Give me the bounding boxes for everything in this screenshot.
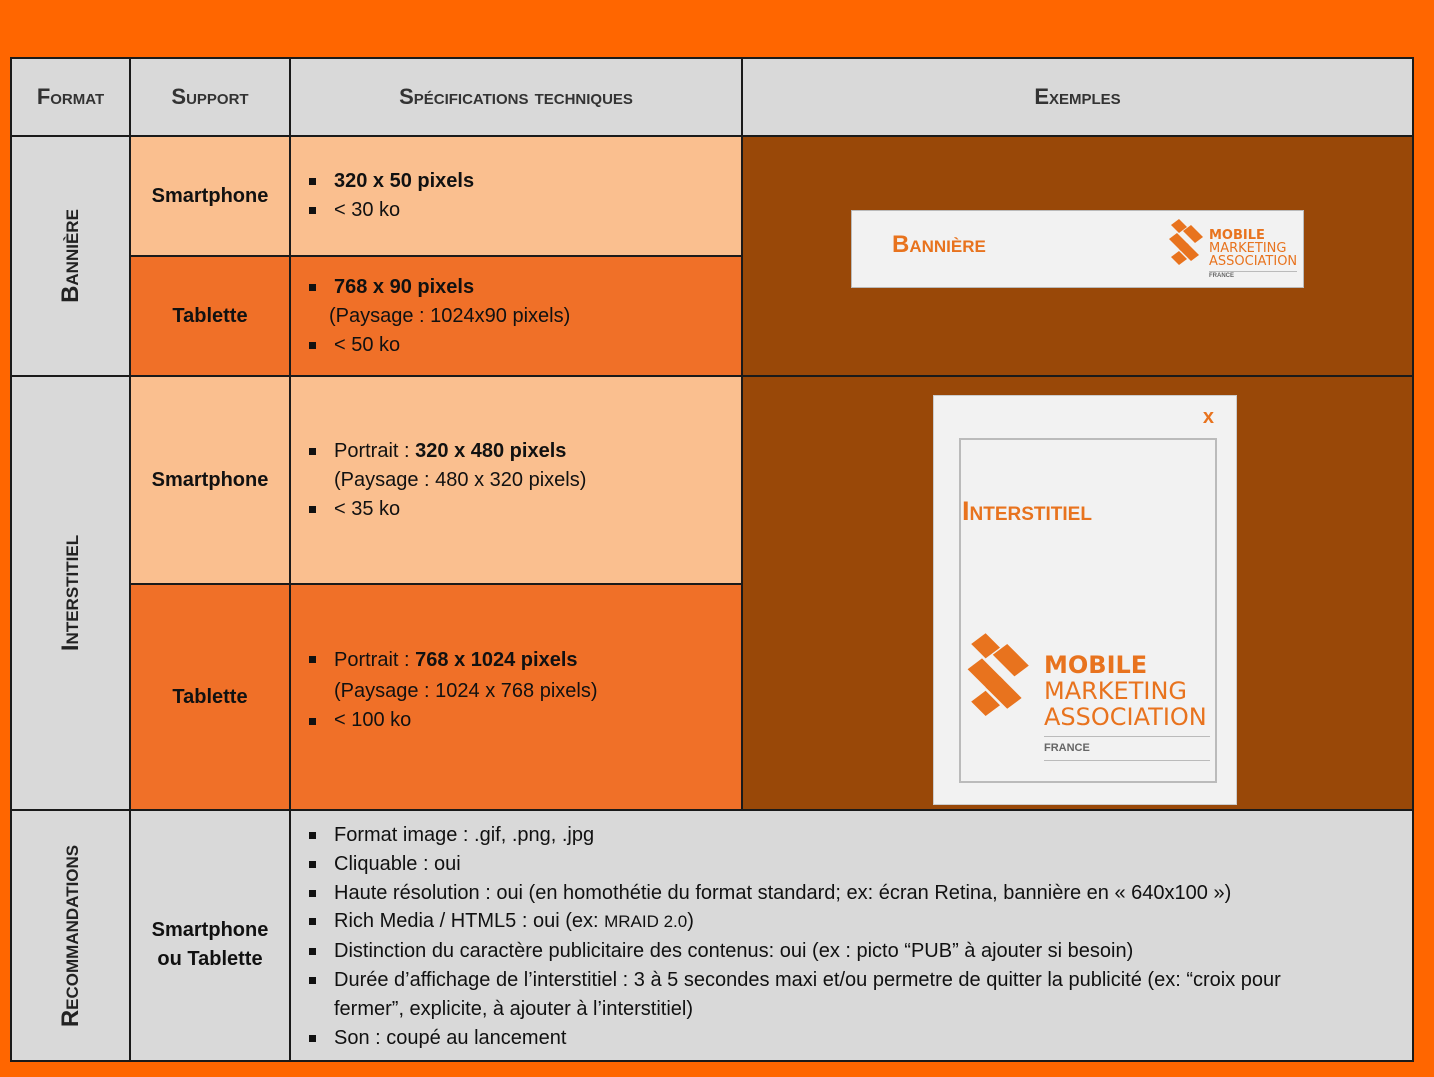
interstitiel-preview xyxy=(933,395,1237,805)
example-banniere xyxy=(743,137,1412,375)
recommendation-item xyxy=(309,907,1412,937)
support-label-line1: Smartphone xyxy=(151,918,269,941)
interstitiel-title: Interstitiel xyxy=(962,496,1092,526)
close-icon: x xyxy=(1202,406,1214,428)
spec-dimension: 768 x 1024 pixels xyxy=(415,649,578,671)
specs-recommandations xyxy=(291,811,1412,1060)
recommendation-item xyxy=(309,966,1412,1024)
spec-item xyxy=(309,437,741,466)
header-format-label: Format xyxy=(36,84,105,109)
spec-dimension: 320 x 480 pixels xyxy=(415,439,567,462)
mma-logo-line4: FRANCE xyxy=(1209,273,1234,279)
mma-logo-icon xyxy=(964,632,1036,728)
spec-prefix: Portrait : xyxy=(334,439,416,462)
spec-item xyxy=(309,273,741,302)
header-support xyxy=(131,59,289,135)
format-banniere-label: Bannière xyxy=(56,209,84,303)
support-label: Tablette xyxy=(172,304,248,327)
interstitiel-frame xyxy=(959,438,1217,783)
header-specs-label: Spécifications techniques xyxy=(399,84,633,109)
mma-logo-line4: FRANCE xyxy=(1044,742,1090,754)
spec-prefix: Portrait : xyxy=(334,649,416,671)
support-label: Tablette xyxy=(172,685,248,708)
spec-item xyxy=(309,167,741,196)
header-specs xyxy=(291,59,741,135)
rich-media-mraid: MRAID 2.0 xyxy=(604,912,688,932)
recommendation-item: Son : coupé au lancement xyxy=(309,1024,1412,1053)
spec-subitem: (Paysage : 1024x90 pixels) xyxy=(329,304,571,327)
header-examples xyxy=(743,59,1412,135)
recommendation-item: Distinction du caractère publicitaire des contenus: oui (ex : picto “PUB” à ajouter si besoin) xyxy=(309,937,1412,966)
specs-interstitiel-tablette xyxy=(291,585,741,809)
duree-line2: fermer”, explicite, à ajouter à l’interstitiel) xyxy=(334,997,694,1020)
mma-logo-line2: MARKETING xyxy=(1209,241,1287,256)
recommendation-item: Cliquable : oui xyxy=(309,850,1412,879)
header-support-label: Support xyxy=(171,84,249,109)
rich-media-prefix: Rich Media / HTML5 : oui (ex: xyxy=(334,910,605,933)
mma-logo-line3: ASSOCIATION xyxy=(1044,703,1207,731)
mma-logo-line1: MOBILE xyxy=(1209,228,1265,243)
support-banniere-smartphone xyxy=(131,137,289,255)
header-examples-label: Exemples xyxy=(1034,84,1121,109)
banner-title: Bannière xyxy=(892,231,986,258)
format-banniere xyxy=(12,137,129,375)
duree-line1: Durée d’affichage de l’interstitiel : 3 à 5 secondes maxi et/ou permetre de quitter la publicité (ex: “croix pour xyxy=(334,968,1281,991)
spec-item xyxy=(309,645,741,676)
support-label-line2: ou Tablette xyxy=(157,947,263,970)
recommendation-item: Format image : .gif, .png, .jpg xyxy=(309,821,1412,850)
banner-preview xyxy=(851,210,1304,288)
support-interstitiel-smartphone xyxy=(131,377,289,583)
spec-dimension: 768 x 90 pixels xyxy=(334,275,475,298)
spec-dimension: 320 x 50 pixels xyxy=(334,170,475,192)
spec-subitem: (Paysage : 480 x 320 pixels) xyxy=(334,468,587,491)
format-recommandations-label: Recommandations xyxy=(56,844,84,1027)
format-recommandations xyxy=(12,811,129,1060)
spec-item: < 35 ko xyxy=(309,495,741,524)
header-format xyxy=(12,59,129,135)
spec-item: < 50 ko xyxy=(309,331,741,360)
support-label: Smartphone xyxy=(151,184,269,207)
specs-banniere-tablette xyxy=(291,257,741,375)
support-interstitiel-tablette xyxy=(131,585,289,809)
support-label: Smartphone xyxy=(151,468,269,491)
specs-interstitiel-smartphone xyxy=(291,377,741,583)
spec-table xyxy=(10,57,1414,1062)
format-interstitiel xyxy=(12,377,129,809)
specs-banniere-smartphone xyxy=(291,137,741,255)
mma-logo xyxy=(1167,219,1302,283)
mma-logo-icon xyxy=(1167,219,1207,271)
rich-media-suffix: ) xyxy=(687,910,694,933)
recommendation-item: Haute résolution : oui (en homothétie du format standard; ex: écran Retina, bannière en « 640x100 ») xyxy=(309,879,1412,908)
mma-logo-line2: MARKETING xyxy=(1044,677,1187,705)
mma-logo-line3: ASSOCIATION xyxy=(1209,254,1298,269)
support-recommandations xyxy=(131,811,289,1060)
example-interstitiel xyxy=(743,377,1412,809)
mma-logo-line1: MOBILE xyxy=(1044,651,1148,679)
support-banniere-tablette xyxy=(131,257,289,375)
format-interstitiel-label: Interstitiel xyxy=(56,534,84,652)
spec-item: < 100 ko xyxy=(309,707,741,734)
spec-item: < 30 ko xyxy=(309,196,741,225)
spec-subitem: (Paysage : 1024 x 768 pixels) xyxy=(334,680,598,702)
